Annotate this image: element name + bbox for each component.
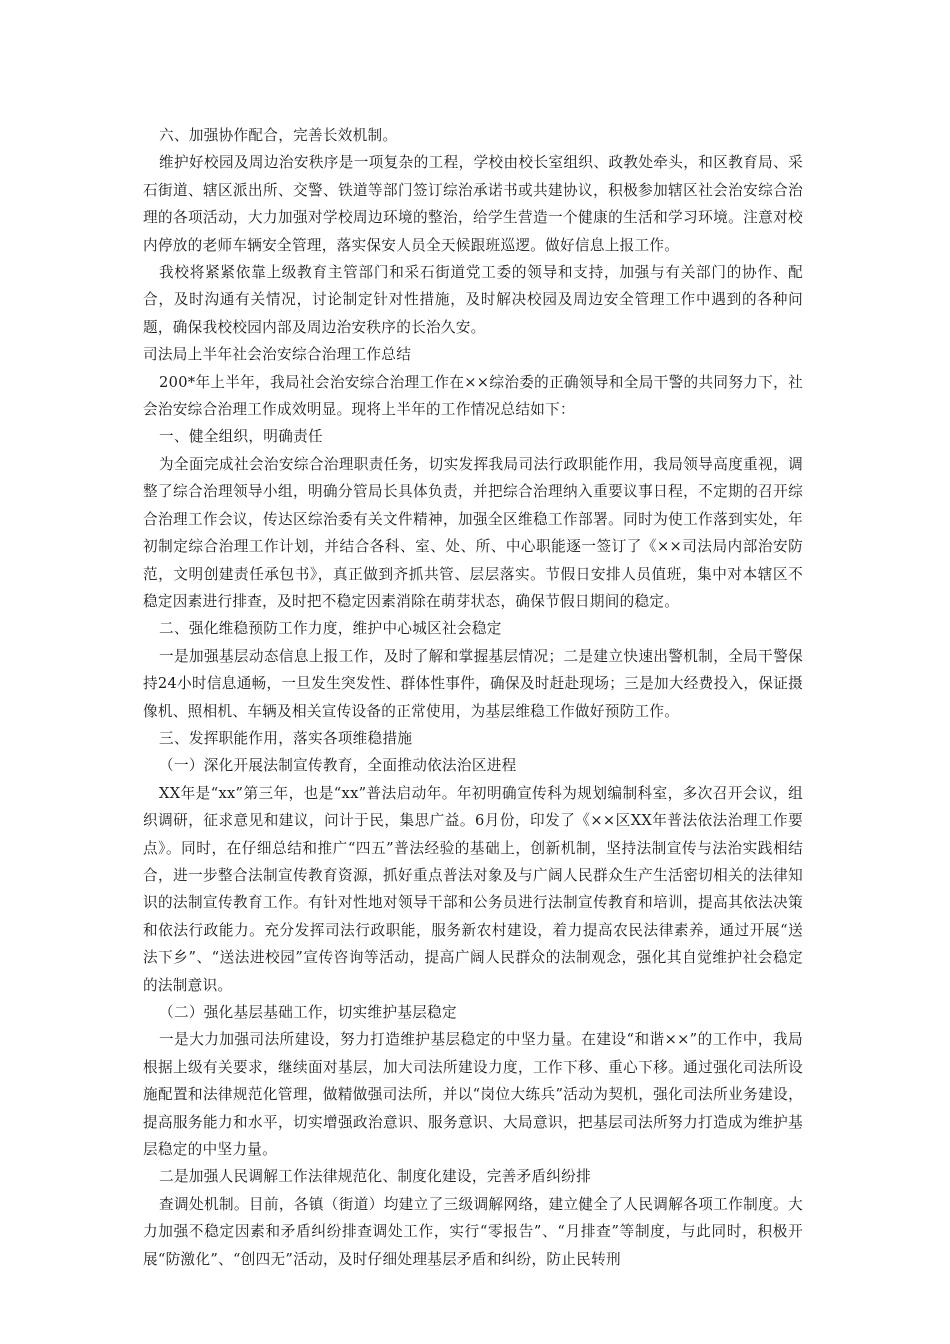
body-paragraph: 一是大力加强司法所建设，努力打造维护基层稳定的中坚力量。在建设“和谐××”的工作中，我局根据上级有关要求，继续面对基层，加大司法所建设力度，工作下移、重心下移。通过强化司法所设施配置和法律规范化管理，做精做强司法所，并以“岗位大练兵”活动为契机，强化司法所业务建设，提高服务能力和水平，切实增强政治意识、服务意识、大局意识，把基层司法所努力打造成为维护基层稳定的中坚力量。 bbox=[143, 1031, 803, 1159]
section-heading: 六、加强协作配合，完善长效机制。 bbox=[159, 127, 398, 144]
subsection-heading: （一）深化开展法制宣传教育，全面推动依法治区进程 bbox=[159, 757, 517, 775]
body-paragraph: 二是加强人民调解工作法律规范化、制度化建设，完善矛盾纠纷排 bbox=[159, 1168, 591, 1186]
document-body bbox=[143, 122, 803, 1273]
body-paragraph: 一是加强基层动态信息上报工作，及时了解和掌握基层情况；二是建立快速出警机制，全局干警保持24小时信息通畅，一旦发生突发性、群体性事件，确保及时赶赴现场；三是加大经费投入，保证摄像机、照相机、车辆及相关宣传设备的正常使用，为基层维稳工作做好预防工作。 bbox=[143, 647, 803, 720]
body-paragraph: 维护好校园及周边治安秩序是一项复杂的工程，学校由校长室组织、政教处牵头，和区教育局、采石街道、辖区派出所、交警、铁道等部门签订综治承诺书或共建协议，积极参加辖区社会治安综合治理的各项活动，大力加强对学校周边环境的整治，给学生营造一个健康的生活和学习环境。注意对校内停放的老师车辆安全管理，落实保安人员全天候跟班巡逻。做好信息上报工作。 bbox=[143, 154, 803, 254]
body-paragraph: XX年是“xx”第三年，也是“xx”普法启动年。年初明确宣传科为规划编制科室，多次召开会议，组织调研，征求意见和建议，问计于民，集思广益。6月份，印发了《××区XX年普法依法治理工作要点》。同时，在仔细总结和推广“四五”普法经验的基础上，创新机制，坚持法制宣传与法治实践相结合，进一步整合法制宣传教育资源，抓好重点普法对象及与广阔人民群众生产生活密切相关的法律知识的法制宣传教育工作。有针对性地对领导干部和公务员进行法制宣传教育和培训，提高其依法决策和依法行政能力。充分发挥司法行政职能，服务新农村建设，着力提高农民法律素养，通过开展“送法下乡”、“送法进校园”宣传咨询等活动，提高广阔人民群众的法制观念，强化其自觉维护社会稳定的法制意识。 bbox=[143, 784, 803, 994]
body-paragraph: 我校将紧紧依靠上级教育主管部门和采石街道党工委的领导和支持，加强与有关部门的协作、配合，及时沟通有关情况，讨论制定针对性措施，及时解决校园及周边安全管理工作中遇到的各种问题，确保我校校园内部及周边治安秩序的长治久安。 bbox=[143, 264, 803, 336]
document-title: 司法局上半年社会治安综合治理工作总结 bbox=[143, 346, 412, 364]
body-paragraph: 查调处机制。目前，各镇（街道）均建立了三级调解网络，建立健全了人民调解各项工作制度。大力加强不稳定因素和矛盾纠纷排查调处工作，实行“零报告”、“月排查”等制度，与此同时，积极开展“防激化”、“创四无”活动，及时仔细处理基层矛盾和纠纷，防止民转刑 bbox=[143, 1195, 803, 1268]
subsection-heading: （二）强化基层基础工作，切实维护基层稳定 bbox=[159, 1004, 457, 1021]
body-paragraph: 200*年上半年，我局社会治安综合治理工作在××综治委的正确领导和全局干警的共同努力下，社会治安综合治理工作成效明显。现将上半年的工作情况总结如下： bbox=[143, 373, 803, 419]
section-heading: 二、强化维稳预防工作力度，维护中心城区社会稳定 bbox=[159, 620, 502, 638]
section-heading: 三、发挥职能作用，落实各项维稳措施 bbox=[159, 729, 413, 747]
body-paragraph: 为全面完成社会治安综合治理职责任务，切实发挥我局司法行政职能作用，我局领导高度重视，调整了综合治理领导小组，明确分管局长具体负责，并把综合治理纳入重要议事日程，不定期的召开综合治理工作会议，传达区综治委有关文件精神，加强全区维稳工作部署。同时为使工作落到实处，年初制定综合治理工作计划，并结合各科、室、处、所、中心职能逐一签订了《××司法局内部治安防范，文明创建责任承包书》，真正做到齐抓共管、层层落实。节假日安排人员值班，集中对本辖区不稳定因素进行排查，及时把不稳定因素消除在萌芽状态，确保节假日期间的稳定。 bbox=[143, 455, 803, 610]
section-heading: 一、健全组织，明确责任 bbox=[159, 428, 323, 446]
